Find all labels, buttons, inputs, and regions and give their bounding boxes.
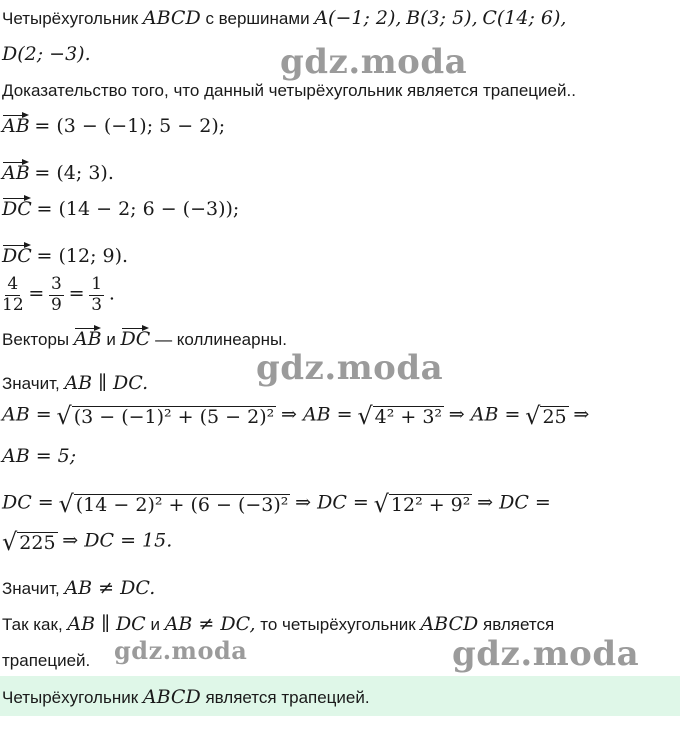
square-root [58,492,290,516]
vector-ab-result [2,160,114,183]
vector-dc-result [2,243,128,266]
vector-ab: AB [2,162,30,184]
expr: ⇒ DC = 15. [62,529,173,552]
expr: AB = 5; [2,445,77,467]
expr: = (12; 9). [36,245,129,267]
dc-length-calc [2,492,551,516]
vertex-d: D(2; −3). [2,43,91,65]
watermark-logo: gdz.moda [452,634,640,674]
vertex-b: B(3; 5), [406,7,478,29]
text: Четырёхугольник [2,9,139,28]
fraction [2,275,24,315]
denominator: 9 [51,294,62,315]
vertex-a: A(−1; 2), [314,7,402,29]
numerator: 3 [51,274,62,294]
expr: ⇒ AB = [448,403,521,426]
expr: AB ∥ DC [67,613,146,635]
proof-heading: Доказательство того, что данный четырёхугольник является трапецией.. [2,81,576,100]
expr: AB ≠ DC, [164,613,256,635]
square-root [56,404,276,428]
expr: ⇒ DC = [295,491,369,514]
text: — коллинеарны. [155,330,287,349]
fraction [49,275,64,315]
final-reasoning [2,615,554,634]
radicand: (14 − 2)² + (6 − (−3)² [75,493,289,516]
problem-statement-cont [2,45,91,64]
expr: AB ∥ DC. [64,372,149,394]
expr: AB ≠ DC. [64,577,156,599]
problem-statement [2,9,566,28]
not-equal-conclusion [2,579,155,598]
watermark-logo: gdz.moda [280,42,468,82]
radical-sign: √ [58,490,74,518]
text: является трапецией. [205,688,370,707]
expr: AB = [2,403,52,426]
fraction [89,275,104,315]
text: то четырёхугольник [260,615,416,634]
vector-dc: DC [2,245,32,267]
vector-ab: AB [2,115,30,137]
final-reasoning-cont: трапецией. [2,651,91,670]
expr: = (3 − (−1); 5 − 2); [34,115,226,137]
quad-name: ABCD [142,7,201,29]
vector-dc-calc [2,196,239,219]
period: . [108,282,115,305]
expr: ⇒ AB = [281,403,353,426]
vertex-c: C(14; 6), [482,7,567,29]
text: и [150,615,160,634]
denominator: 12 [2,294,24,315]
dc-length-result [2,530,172,554]
square-root [357,404,444,428]
text: является [482,615,555,634]
radical-sign: √ [373,490,389,518]
square-root [2,530,58,554]
text: Четырёхугольник [2,688,139,707]
equals-sign: = [28,282,45,305]
expr: = (4; 3). [34,162,114,184]
text: Значит, [2,374,60,393]
watermark-logo: gdz.moda [256,348,444,388]
radical-sign: √ [2,528,18,556]
ab-length-calc [2,404,589,428]
expr: ⇒ DC = [477,491,551,514]
radical-sign: √ [357,402,373,430]
text: с вершинами [205,9,310,28]
text: Значит, [2,579,60,598]
ratio-equality [2,275,115,315]
quad-name: ABCD [420,613,479,635]
vector-ab: AB [73,328,102,350]
equals-sign: = [68,282,85,305]
denominator: 3 [91,294,103,315]
radical-sign: √ [525,402,541,430]
radicand: 4² + 3² [374,405,443,428]
watermark-logo: gdz.moda [114,636,248,665]
answer-text [2,686,370,708]
vector-dc: DC [120,328,151,350]
text: Векторы [2,330,70,349]
vector-dc: DC [2,198,32,220]
radicand: 225 [19,531,56,554]
radicand: 12² + 9² [390,493,471,516]
parallel-conclusion [2,374,148,393]
text: и [106,330,116,349]
square-root [374,492,473,516]
expr: = (14 − 2; 6 − (−3)); [36,198,240,220]
answer-box [0,676,680,716]
ab-length-result [2,447,76,466]
numerator: 4 [7,274,19,294]
expr: DC = [2,491,54,514]
numerator: 1 [91,274,103,294]
vector-ab-calc [2,113,225,136]
radicand: (3 − (−1)² + (5 − 2)² [73,405,275,428]
square-root [525,404,568,428]
text: Так как, [2,615,63,634]
quad-name: ABCD [142,686,201,708]
collinear-statement [2,326,287,349]
radicand: 25 [542,405,567,428]
implies: ⇒ [573,403,590,426]
radical-sign: √ [56,402,72,430]
